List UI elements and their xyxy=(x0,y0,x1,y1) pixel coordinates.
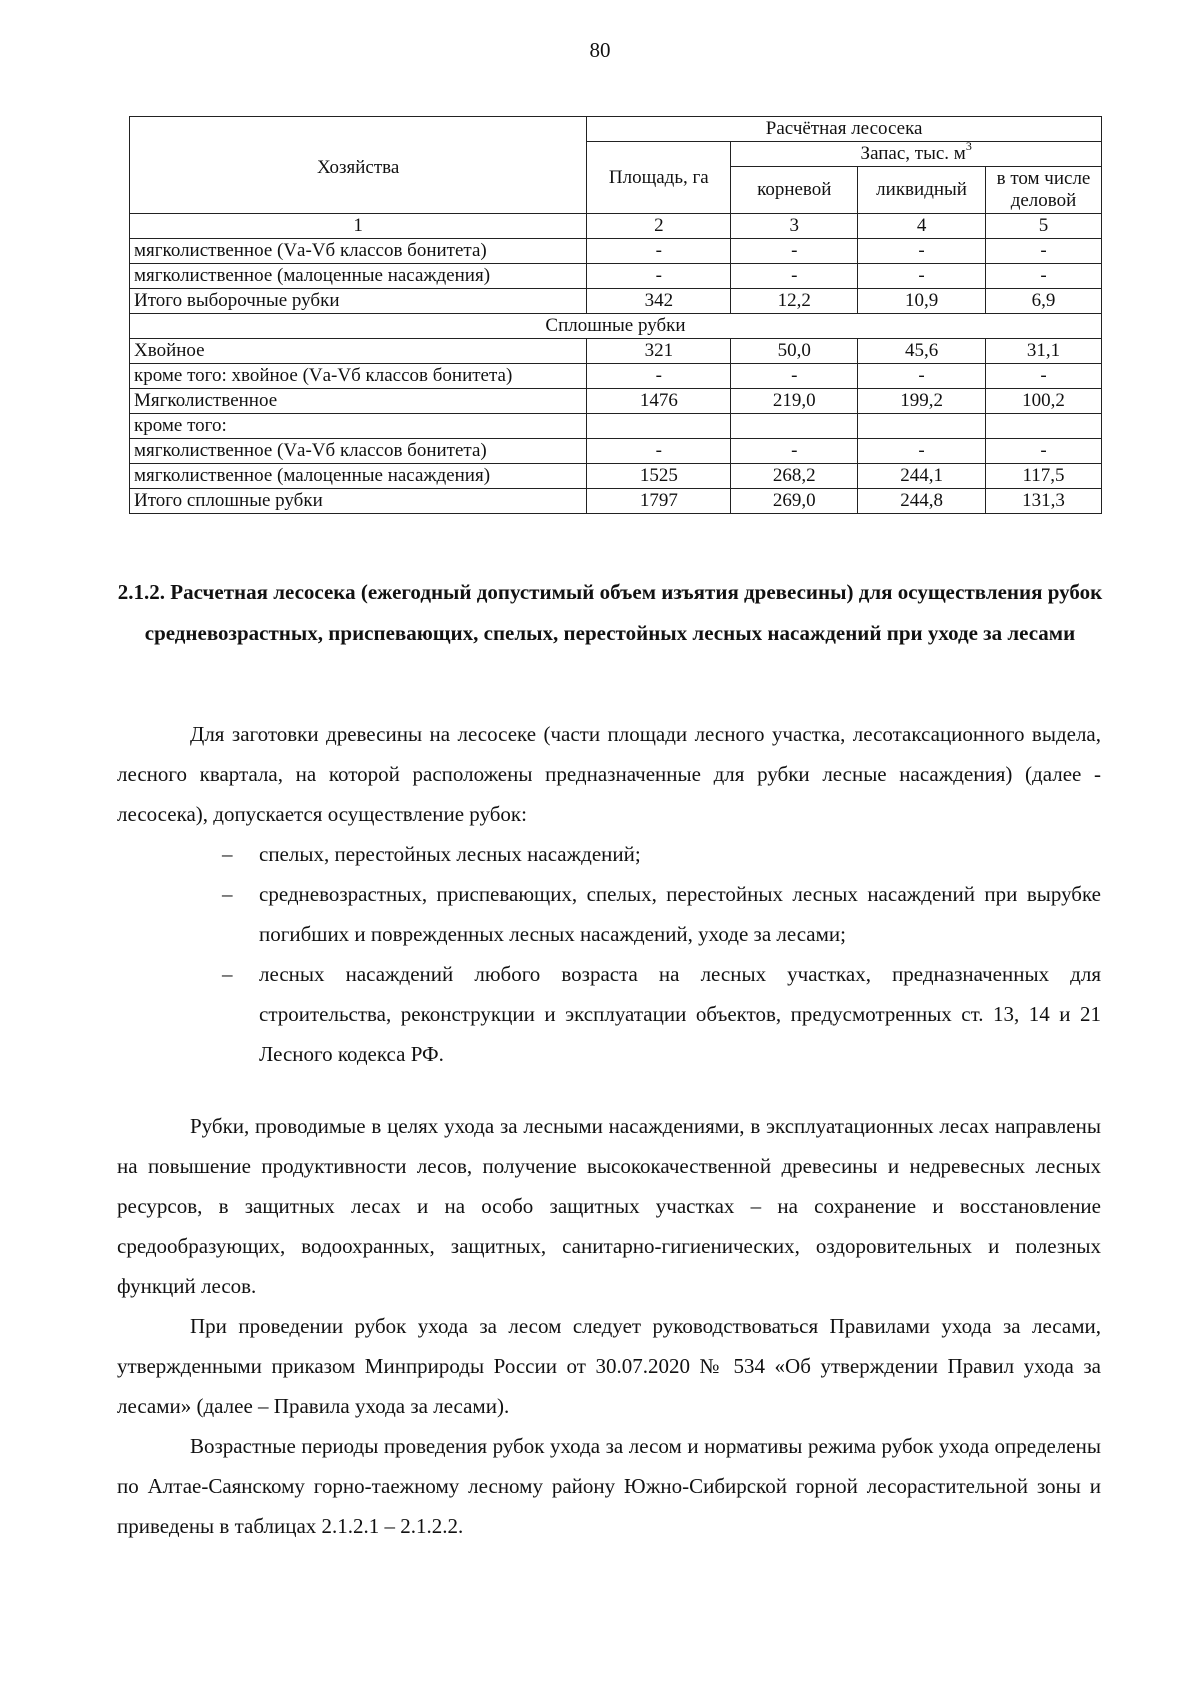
bullet-text: лесных насаждений любого возраста на лесных участках, предназначенных для строительства, реконструкции и эксплуатации объектов, предусмотренных ст. 13, 14 и 21 Лесного кодекса РФ. xyxy=(259,962,1101,1066)
row-value: - xyxy=(731,239,858,264)
header-stock-sup: 3 xyxy=(965,138,972,153)
row-name: Хвойное xyxy=(130,339,587,364)
bullet-text: средневозрастных, приспевающих, спелых, перестойных лесных насаждений при вырубке погибших и поврежденных лесных насаждений, уходе за лесами; xyxy=(259,882,1101,946)
row-name: мягколиственное (малоценные насаждения) xyxy=(130,464,587,489)
row-value: 269,0 xyxy=(731,489,858,514)
row-value xyxy=(731,414,858,439)
row-value: - xyxy=(986,364,1102,389)
row-name: Итого сплошные рубки xyxy=(130,489,587,514)
row-value: - xyxy=(858,364,986,389)
row-value: 100,2 xyxy=(986,389,1102,414)
table-row xyxy=(130,489,1102,514)
paragraph-4-text: Возрастные периоды проведения рубок ухода за лесом и нормативы режима рубок ухода определены по Алтае-Саянскому горно-таежному лесному району Южно-Сибирской горной лесорастительной зоны и приведены в таблицах 2.1.2.1 – 2.1.2.2. xyxy=(117,1434,1101,1538)
row-name: кроме того: xyxy=(130,414,587,439)
row-value: - xyxy=(587,264,731,289)
row-value: 10,9 xyxy=(858,289,986,314)
header-liquid: ликвидный xyxy=(858,167,986,214)
paragraph-4 xyxy=(117,1426,1101,1546)
list-item xyxy=(117,954,1101,1074)
section-clear-cuts: Сплошные рубки xyxy=(130,314,1102,339)
paragraph-3-text: При проведении рубок ухода за лесом следует руководствоваться Правилами ухода за лесами, утвержденными приказом Минприроды России от 30.07.2020 № 534 «Об утверждении Правил ухода за лесами» (далее – Правила ухода за лесами). xyxy=(117,1314,1101,1418)
column-number: 4 xyxy=(858,214,986,239)
row-value: - xyxy=(731,364,858,389)
row-value xyxy=(858,414,986,439)
row-value: - xyxy=(986,239,1102,264)
row-value: 6,9 xyxy=(986,289,1102,314)
row-value: 12,2 xyxy=(731,289,858,314)
row-value: 117,5 xyxy=(986,464,1102,489)
row-value: - xyxy=(587,239,731,264)
row-name: мягколиственное (Vа-Vб классов бонитета) xyxy=(130,439,587,464)
section-row xyxy=(130,314,1102,339)
row-value: 131,3 xyxy=(986,489,1102,514)
paragraph-3 xyxy=(117,1306,1101,1426)
row-value: 244,8 xyxy=(858,489,986,514)
row-value: - xyxy=(986,264,1102,289)
bullet-dash: – xyxy=(222,962,233,986)
row-value: 342 xyxy=(587,289,731,314)
table-row xyxy=(130,439,1102,464)
header-holding: Хозяйства xyxy=(130,117,587,214)
estimated-cut-table xyxy=(129,116,1102,514)
intro-paragraph xyxy=(117,714,1101,834)
row-value: - xyxy=(587,439,731,464)
header-stock xyxy=(731,138,1102,167)
row-value: - xyxy=(986,439,1102,464)
row-value xyxy=(587,414,731,439)
table-row xyxy=(130,289,1102,314)
row-value: 321 xyxy=(587,339,731,364)
table-row xyxy=(130,389,1102,414)
row-name: Итого выборочные рубки xyxy=(130,289,587,314)
page-number: 80 xyxy=(589,38,611,62)
row-name: Мягколиственное xyxy=(130,389,587,414)
row-value: - xyxy=(731,264,858,289)
row-value: 268,2 xyxy=(731,464,858,489)
column-number: 3 xyxy=(731,214,858,239)
header-stock-label: Запас, тыс. м xyxy=(860,143,966,164)
row-name: кроме того: хвойное (Vа-Vб классов бонитета) xyxy=(130,364,587,389)
paragraph-2-text: Рубки, проводимые в целях ухода за лесными насаждениями, в эксплуатационных лесах направлены на повышение продуктивности лесов, получение высококачественной древесины и недревесных лесных ресурсов, в защитных лесах и на особо защитных участках – на сохранение и восстановление средообразующих, водоохранных, защитных, санитарно-гигиенических, оздоровительных и полезных функций лесов. xyxy=(117,1114,1101,1298)
row-value: 244,1 xyxy=(858,464,986,489)
header-estimated-cut: Расчётная лесосека xyxy=(587,117,1102,142)
row-value: 31,1 xyxy=(986,339,1102,364)
column-number: 1 xyxy=(130,214,587,239)
section-heading: 2.1.2. Расчетная лесосека (ежегодный допустимый объем изъятия древесины) для осуществления рубок средневозрастных, приспевающих, спелых, перестойных лесных насаждений при уходе за лесами xyxy=(117,580,1103,645)
row-value: 199,2 xyxy=(858,389,986,414)
intro-text: Для заготовки древесины на лесосеке (части площади лесного участка, лесотаксационного выдела, лесного квартала, на которой расположены предназначенные для рубки лесные насаждения) (далее - лесосека), допускается осуществление рубок: xyxy=(117,722,1101,826)
table-row xyxy=(130,339,1102,364)
row-value: 1797 xyxy=(587,489,731,514)
row-value: 1525 xyxy=(587,464,731,489)
list-item xyxy=(117,834,1101,874)
bullet-text: спелых, перестойных лесных насаждений; xyxy=(259,842,641,866)
row-value xyxy=(986,414,1102,439)
row-value: - xyxy=(858,264,986,289)
header-business: в том числе деловой xyxy=(986,167,1102,214)
row-name: мягколиственное (Vа-Vб классов бонитета) xyxy=(130,239,587,264)
row-name: мягколиственное (малоценные насаждения) xyxy=(130,264,587,289)
cut-types-list xyxy=(117,834,1101,1074)
table-row xyxy=(130,264,1102,289)
bullet-dash: – xyxy=(222,842,233,866)
row-value: - xyxy=(858,439,986,464)
column-number-row xyxy=(130,214,1102,239)
row-value: 1476 xyxy=(587,389,731,414)
table-row xyxy=(130,464,1102,489)
bullet-dash: – xyxy=(222,882,233,906)
paragraph-2 xyxy=(117,1106,1101,1306)
row-value: - xyxy=(858,239,986,264)
header-area: Площадь, га xyxy=(587,142,731,214)
header-root: корневой xyxy=(731,167,858,214)
table-row xyxy=(130,414,1102,439)
row-value: 45,6 xyxy=(858,339,986,364)
row-value: 219,0 xyxy=(731,389,858,414)
table-row xyxy=(130,364,1102,389)
row-value: 50,0 xyxy=(731,339,858,364)
row-value: - xyxy=(587,364,731,389)
column-number: 2 xyxy=(587,214,731,239)
list-item xyxy=(117,874,1101,954)
table-row xyxy=(130,239,1102,264)
column-number: 5 xyxy=(986,214,1102,239)
row-value: - xyxy=(731,439,858,464)
